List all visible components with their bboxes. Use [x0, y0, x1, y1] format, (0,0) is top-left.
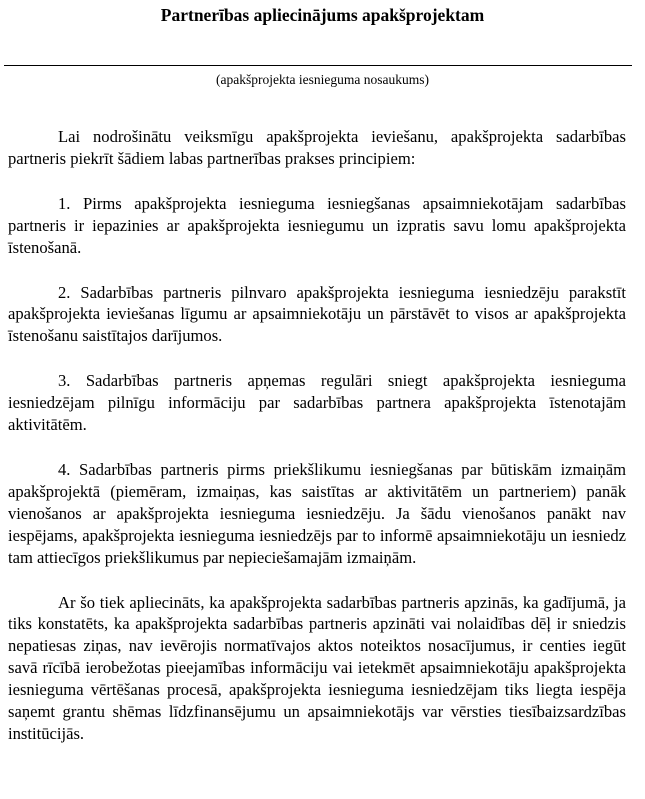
- document-title: Partnerības apliecinājums apakšprojektam: [160, 5, 485, 25]
- document-body: [8, 126, 626, 745]
- principle-3-paragraph: 3. Sadarbības partneris apņemas regulāri sniegt apakšprojekta iesnieguma iesniedzējam pilnīgu informāciju par sadarbības partnera apakšprojekta īstenotajām aktivitātēm.: [8, 371, 626, 435]
- project-name-line: [4, 65, 632, 66]
- project-name-caption: (apakšprojekta iesnieguma nosaukums): [216, 72, 429, 87]
- principle-2-paragraph: 2. Sadarbības partneris pilnvaro apakšprojekta iesnieguma iesniedzēju parakstīt apakšprojekta ieviešanas līgumu ar apsaimniekotāju un pārstāvēt to visos ar apakšprojekta īstenošanu saistītajos darījumos.: [8, 282, 626, 346]
- intro-paragraph: Lai nodrošinātu veiksmīgu apakšprojekta ieviešanu, apakšprojekta sadarbības partneris piekrīt šādiem labas partnerības prakses principiem:: [8, 127, 626, 168]
- principle-1-paragraph: 1. Pirms apakšprojekta iesnieguma iesniegšanas apsaimniekotājam sadarbības partneris ir iepazinies ar apakšprojekta iesniegumu un izpratis savu lomu apakšprojekta īstenošanā.: [8, 193, 626, 257]
- confirmation-paragraph: Ar šo tiek apliecināts, ka apakšprojekta sadarbības partneris apzinās, ka gadījumā, ja tiks konstatēts, ka apakšprojekta sadarbības partneris apzināti vai nolaidības dēļ ir sniedzis nepatiesas ziņas, nav ievērojis normatīvajos aktos noteiktos nosacījumus, ir centies iegūt savā rīcībā ierobežotas pieejamības informāciju vai ietekmēt apsaimniekotāju apakšprojekta iesnieguma vērtēšanas procesā, apakšprojekta iesnieguma iesniedzējam tiks liegta iespēja saņemt grantu shēmas līdzfinansējumu un apsaimniekotājs var vērsties tiesībaizsardzības institūcijās.: [8, 592, 626, 743]
- principle-4-paragraph: 4. Sadarbības partneris pirms priekšlikumu iesniegšanas par būtiskām izmaiņām apakšprojektā (piemēram, izmaiņas, kas saistītas ar aktivitātēm un partneriem) panāk vienošanos ar apakšprojekta iesnieguma iesniedzēju. Ja šādu vienošanos panākt nav iespējams, apakšprojekta iesnieguma iesniedzējs par to informē apsaimniekotāju un iesniedz tam attiecīgos priekšlikumus par nepieciešamajām izmaiņām.: [8, 459, 626, 567]
